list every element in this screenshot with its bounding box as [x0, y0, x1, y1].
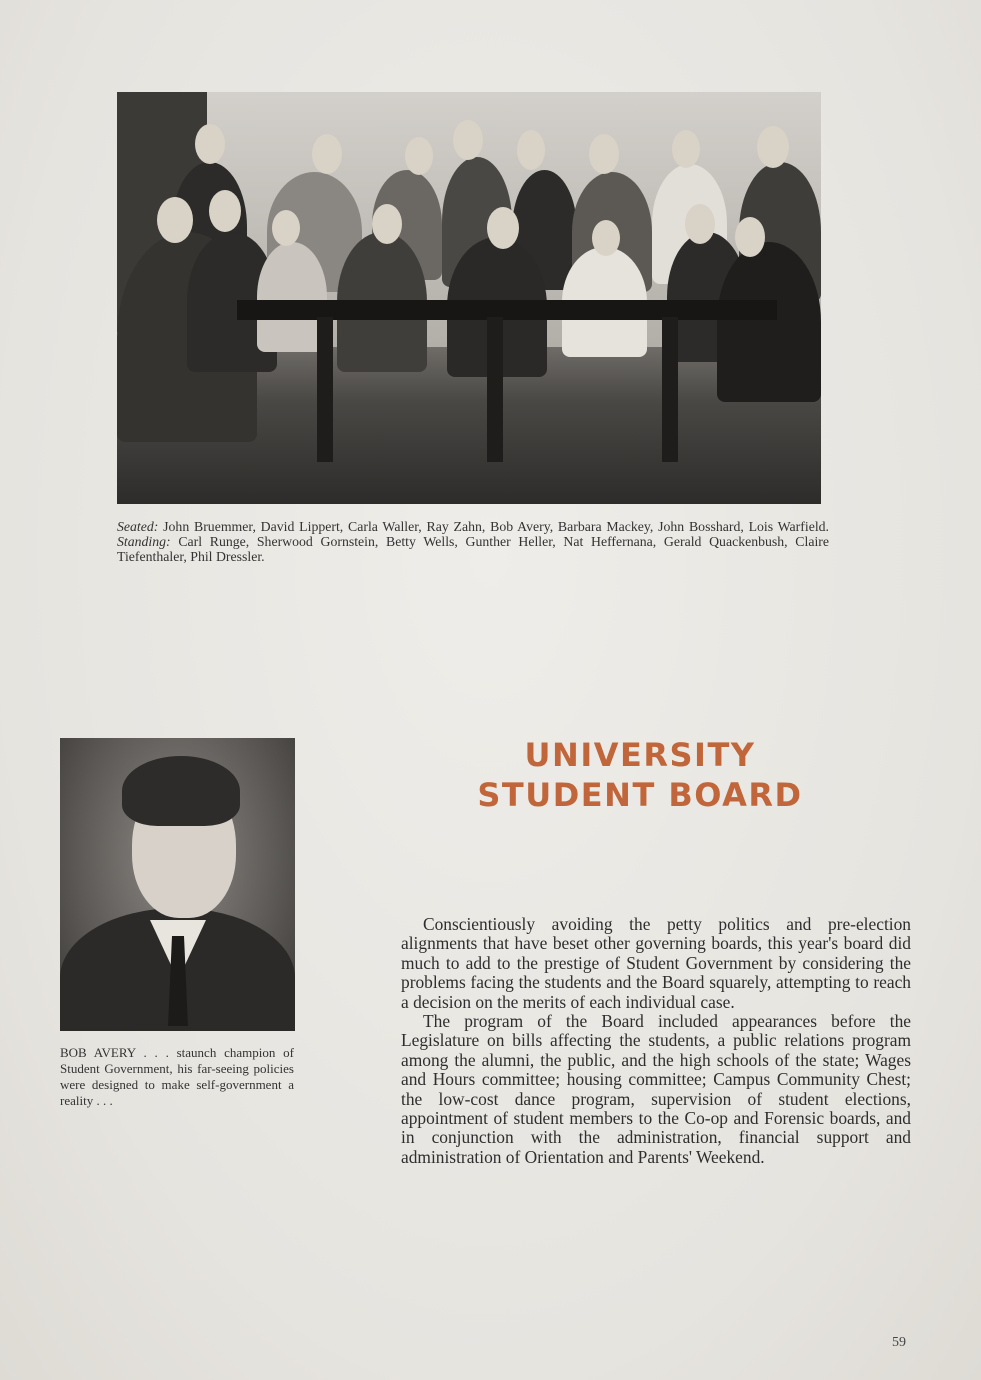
portrait-photo [60, 738, 295, 1031]
article-body [401, 915, 911, 1167]
portrait-hair [122, 756, 240, 826]
page-number: 59 [892, 1335, 906, 1350]
photo-head [372, 204, 402, 244]
photo-head [757, 126, 789, 168]
body-paragraph-2: The program of the Board included appearances before the Legislature on bills affecting the students, a public relations program among the alumni, the public, and the high schools of the state; Wages and Hours committee; housing committee; Campus Community Chest; the low-cost dance program, supervision of student elections, appointment of student members to the Co-op and Forensic boards, and in conjunction with the administration, financial support and administration of Orientation and Parents' Weekend. [401, 1011, 911, 1167]
photo-table-leg [487, 317, 503, 462]
group-photo [117, 92, 821, 504]
group-photo-caption [117, 519, 829, 564]
seated-label: Seated: [117, 519, 159, 534]
photo-table-leg [662, 317, 678, 462]
standing-names: Carl Runge, Sherwood Gornstein, Betty Wells, Gunther Heller, Nat Heffernana, Gerald Quackenbush, Claire Tiefenthaler, Phil Dressler. [117, 534, 830, 564]
photo-head [195, 124, 225, 164]
title-line-2: STUDENT BOARD [477, 776, 803, 814]
photo-head [672, 130, 700, 168]
photo-head [735, 217, 765, 257]
photo-head [517, 130, 545, 170]
photo-head [405, 137, 433, 175]
body-paragraph-1: Conscientiously avoiding the petty politics and pre-election alignments that have beset other governing boards, this year's board did much to add to the prestige of Student Government by considering the problems facing the students and the Board squarely, attempting to reach a decision on the merits of each individual case. [401, 914, 911, 1012]
photo-table-leg [317, 317, 333, 462]
photo-head [272, 210, 300, 246]
photo-head [453, 120, 483, 160]
portrait-caption: BOB AVERY . . . staunch champion of Student Government, his far-seeing policies were designed to make self-government a reality . . . [60, 1045, 294, 1108]
photo-head [589, 134, 619, 174]
page-title [400, 735, 880, 815]
photo-person [717, 242, 821, 402]
photo-head [685, 204, 715, 244]
photo-head [209, 190, 241, 232]
seated-names: John Bruemmer, David Lippert, Carla Waller, Ray Zahn, Bob Avery, Barbara Mackey, John Bosshard, Lois Warfield. [163, 519, 829, 534]
photo-head [487, 207, 519, 249]
standing-label: Standing: [117, 534, 171, 549]
photo-head [592, 220, 620, 256]
photo-head [312, 134, 342, 174]
photo-head [157, 197, 193, 243]
title-line-1: UNIVERSITY [524, 736, 756, 774]
